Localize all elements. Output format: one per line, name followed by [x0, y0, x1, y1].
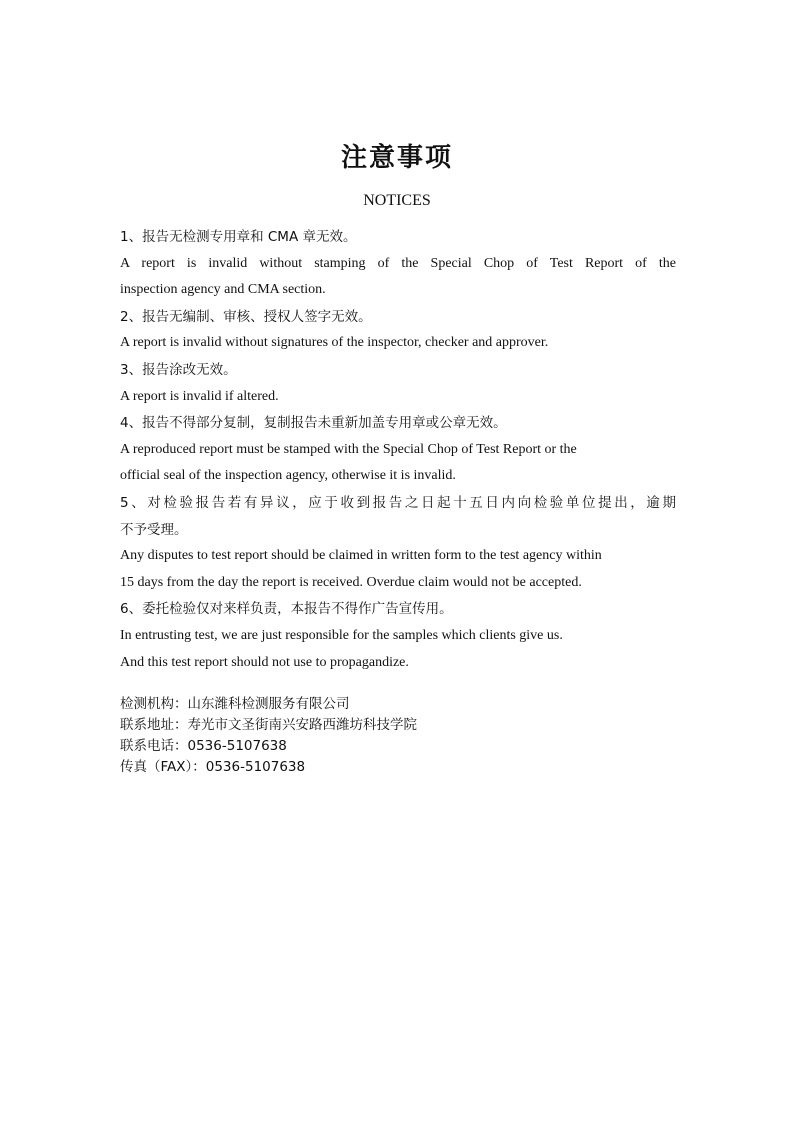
- notice-item-6: [120, 596, 676, 676]
- notice-6-en-line-2: And this test report should not use to propagandize.: [120, 654, 409, 670]
- contact-address: 联系地址：寿光市文圣街南兴安路西潍坊科技学院: [120, 717, 417, 733]
- contact-phone: 联系电话：0536-5107638: [120, 738, 287, 754]
- notice-1-cn: 1、报告无检测专用章和 CMA 章无效。: [120, 229, 357, 245]
- notice-5-cn: 5、对检验报告若有异议，应于收到报告之日起十五日内向检验单位提出，逾期: [120, 494, 676, 511]
- contact-agency: 检测机构：山东潍科检测服务有限公司: [120, 696, 350, 712]
- notice-4-en-line-2: official seal of the inspection agency, otherwise it is invalid.: [120, 468, 456, 484]
- notice-item-4: [120, 410, 676, 490]
- notice-item-3: [120, 357, 676, 410]
- notice-5-en-line-1: Any disputes to test report should be claimed in written form to the test agency within: [120, 548, 602, 564]
- notice-2-en-line-1: A report is invalid without signatures of the inspector, checker and approver.: [120, 335, 549, 351]
- contact-fax: 传真（FAX）：0536-5107638: [120, 759, 306, 775]
- notice-5-cn-continued: 不予受理。: [120, 521, 188, 538]
- contact-info: [120, 694, 680, 778]
- notice-1-en-line-2: inspection agency and CMA section.: [120, 282, 326, 298]
- notice-1-en-line-1: A report is invalid without stamping of the Special Chop of Test Report of the: [120, 255, 676, 271]
- notice-2-cn: 2、报告无编制、审核、授权人签字无效。: [120, 308, 372, 325]
- notices-list: [120, 224, 676, 676]
- notice-item-5: [120, 490, 676, 596]
- notice-6-cn: 6、委托检验仅对来样负责，本报告不得作广告宣传用。: [120, 601, 453, 618]
- notice-6-en-line-1: In entrusting test, we are just responsible for the samples which clients give us.: [120, 627, 563, 643]
- notice-item-1: [120, 224, 676, 304]
- notice-4-cn: 4、报告不得部分复制，复制报告未重新加盖专用章或公章无效。: [120, 415, 507, 432]
- page-title: 注意事项: [340, 143, 453, 173]
- page-subtitle: NOTICES: [363, 192, 431, 209]
- notice-5-en-line-2: 15 days from the day the report is received. Overdue claim would not be accepted.: [120, 574, 582, 590]
- notice-3-cn: 3、报告涂改无效。: [120, 361, 237, 378]
- notice-4-en-line-1: A reproduced report must be stamped with the Special Chop of Test Report or the: [120, 441, 577, 457]
- notice-3-en-line-1: A report is invalid if altered.: [120, 388, 279, 404]
- notice-item-2: [120, 304, 676, 357]
